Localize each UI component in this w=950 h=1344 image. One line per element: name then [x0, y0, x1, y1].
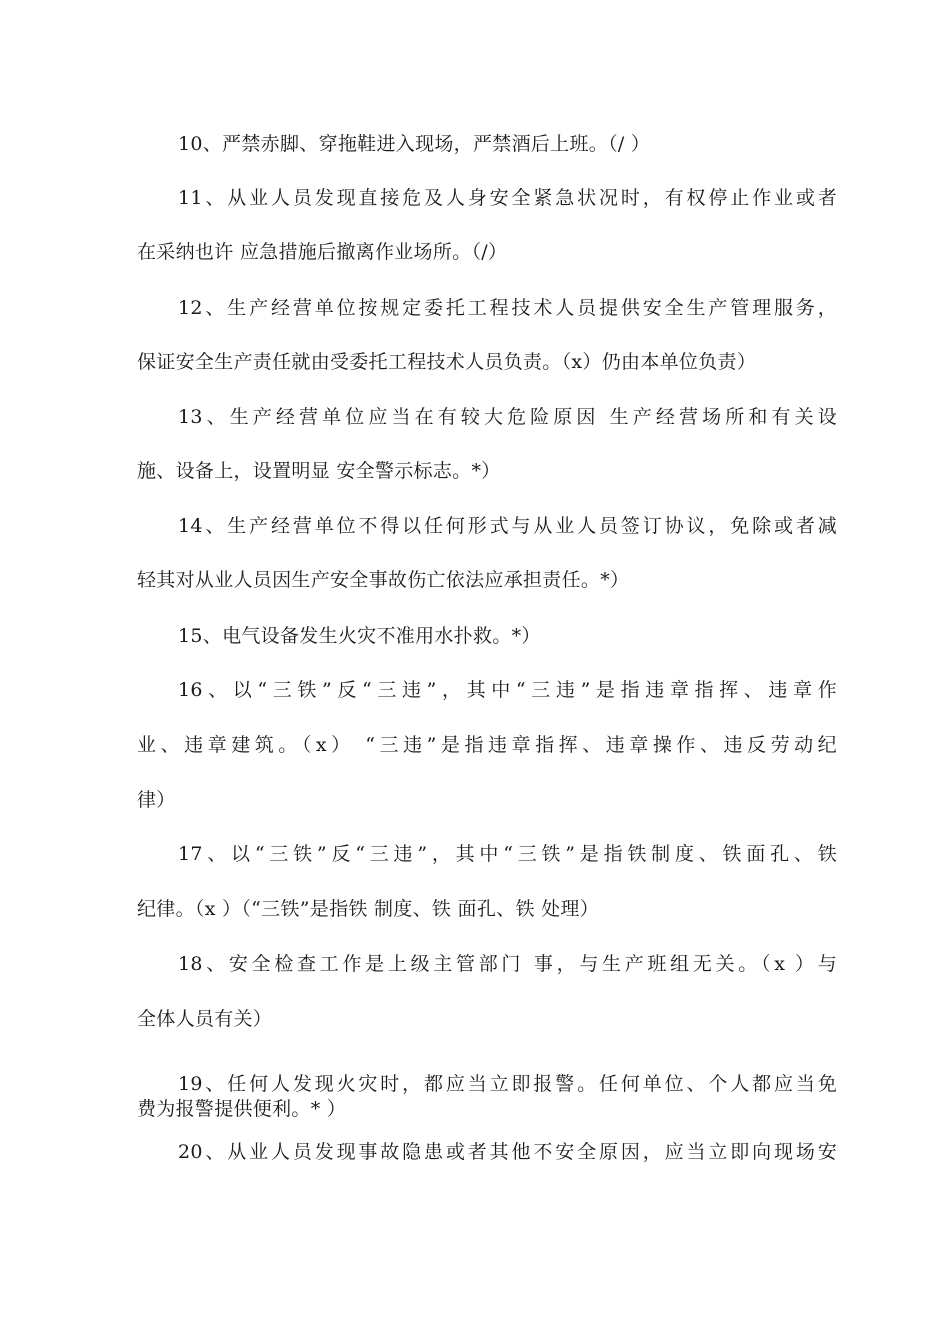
item-18-line-2: 全体人员有关）	[137, 1008, 273, 1030]
item-18-line-1: 18、安全检查工作是上级主管部门 事，与生产班组无关。（x ）与	[178, 953, 837, 975]
item-12-line-2: 保证安全生产责任就由受委托工程技术人员负责。（x）仍由本单位负责）	[137, 351, 757, 373]
item-17-line-2: 纪律。（x ）（“三铁”是指铁 制度、铁 面孔、铁 处理）	[137, 898, 600, 920]
item-12-line-1: 12、生产经营单位按规定委托工程技术人员提供安全生产管理服务，	[178, 297, 837, 319]
item-11-line-2: 在采纳也许 应急措施后撤离作业场所。（/）	[137, 241, 508, 263]
item-19-line-1: 19、任何人发现火灾时，都应当立即报警。任何单位、个人都应当免	[178, 1073, 837, 1095]
item-19-line-2: 费为报警提供便利。* ）	[137, 1098, 347, 1120]
item-16-line-2: 业、违章建筑。（x） “三违”是指违章指挥、违章操作、违反劳动纪	[137, 734, 837, 756]
item-16-line-1: 16、以“三铁”反“三违”，其中“三违”是指违章指挥、违章作	[178, 679, 837, 701]
item-14-line-2: 轻其对从业人员因生产安全事故伤亡依法应承担责任。*）	[137, 569, 630, 591]
item-20-line-1: 20、从业人员发现事故隐患或者其他不安全原因，应当立即向现场安	[178, 1141, 837, 1163]
item-13-line-1: 13、生产经营单位应当在有较大危险原因 生产经营场所和有关设	[178, 406, 837, 428]
item-13-line-2: 施、设备上，设置明显 安全警示标志。*）	[137, 460, 501, 482]
item-17-line-1: 17、以“三铁”反“三违”，其中“三铁”是指铁制度、铁面孔、铁	[178, 843, 837, 865]
item-11-line-1: 11、从业人员发现直接危及人身安全紧急状况时，有权停止作业或者	[178, 187, 837, 209]
item-16-line-3: 律）	[137, 789, 176, 811]
item-15-line-1: 15、电气设备发生火灾不准用水扑救。*）	[178, 625, 541, 647]
item-10-line-1: 10、严禁赤脚、穿拖鞋进入现场，严禁酒后上班。（/ ）	[178, 133, 651, 155]
item-14-line-1: 14、生产经营单位不得以任何形式与从业人员签订协议，免除或者减	[178, 515, 837, 537]
